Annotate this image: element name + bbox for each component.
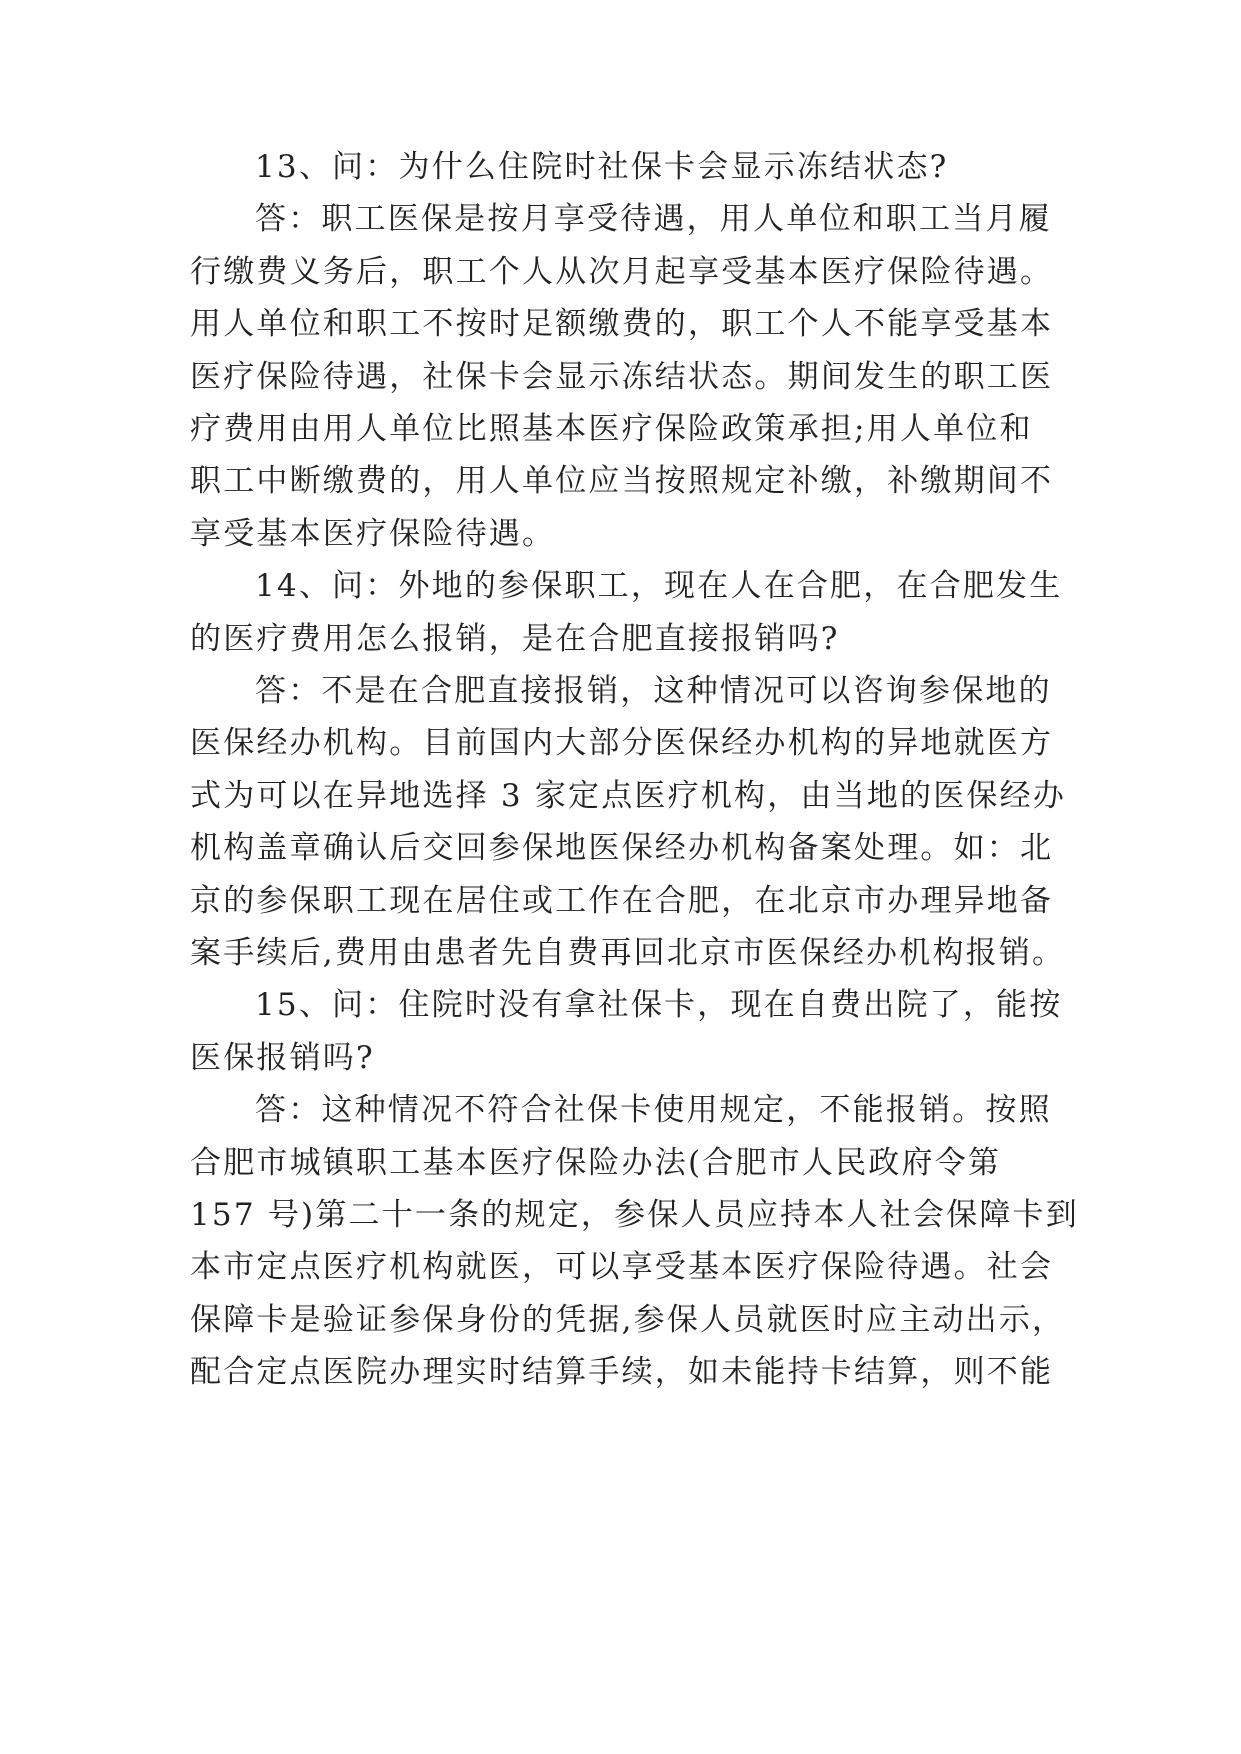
answer-15-line-3: 157 号)第二十一条的规定，参保人员应持本人社会保障卡到: [190, 1197, 1079, 1233]
answer-15-line-4: 本市定点医疗机构就医，可以享受基本医疗保险待遇。社会: [190, 1249, 1054, 1285]
answer-14-line-6: 案手续后,费用由患者先自费再回北京市医保经办机构报销。: [190, 935, 1066, 971]
answer-15-line-1: 答：这种情况不符合社保卡使用规定，不能报销。按照: [255, 1092, 1052, 1128]
question-13: 13、问：为什么住院时社保卡会显示冻结状态?: [255, 149, 949, 185]
answer-14-line-3: 式为可以在异地选择 3 家定点医疗机构，由当地的医保经办: [190, 778, 1067, 814]
answer-13-line-1: 答：职工医保是按月享受待遇，用人单位和职工当月履: [255, 201, 1052, 237]
answer-14-line-1: 答：不是在合肥直接报销，这种情况可以咨询参保地的: [255, 673, 1052, 709]
question-15-line-2: 医保报销吗?: [190, 1040, 375, 1076]
question-15-line-1: 15、问：住院时没有拿社保卡，现在自费出院了，能按: [255, 987, 1063, 1023]
answer-14-line-5: 京的参保职工现在居住或工作在合肥，在北京市办理异地备: [190, 883, 1054, 919]
answer-13-line-6: 职工中断缴费的，用人单位应当按照规定补缴，补缴期间不: [190, 463, 1054, 499]
answer-15-line-2: 合肥市城镇职工基本医疗保险办法(合肥市人民政府令第: [190, 1145, 1002, 1181]
answer-13-line-4: 医疗保险待遇，社保卡会显示冻结状态。期间发生的职工医: [190, 359, 1054, 395]
answer-15-line-6: 配合定点医院办理实时结算手续，如未能持卡结算，则不能: [190, 1354, 1054, 1390]
answer-13-line-5: 疗费用由用人单位比照基本医疗保险政策承担;用人单位和: [190, 411, 1033, 447]
question-14-line-1: 14、问：外地的参保职工，现在人在合肥，在合肥发生: [255, 568, 1063, 604]
answer-14-line-2: 医保经办机构。目前国内大部分医保经办机构的异地就医方: [190, 725, 1054, 761]
answer-13-line-3: 用人单位和职工不按时足额缴费的，职工个人不能享受基本: [190, 306, 1054, 342]
answer-14-line-4: 机构盖章确认后交回参保地医保经办机构备案处理。如：北: [190, 830, 1054, 866]
question-14-line-2: 的医疗费用怎么报销，是在合肥直接报销吗?: [190, 621, 840, 657]
answer-13-line-2: 行缴费义务后，职工个人从次月起享受基本医疗保险待遇。: [190, 254, 1054, 290]
answer-13-line-7: 享受基本医疗保险待遇。: [190, 516, 556, 552]
answer-15-line-5: 保障卡是验证参保身份的凭据,参保人员就医时应主动出示，: [190, 1302, 1066, 1338]
